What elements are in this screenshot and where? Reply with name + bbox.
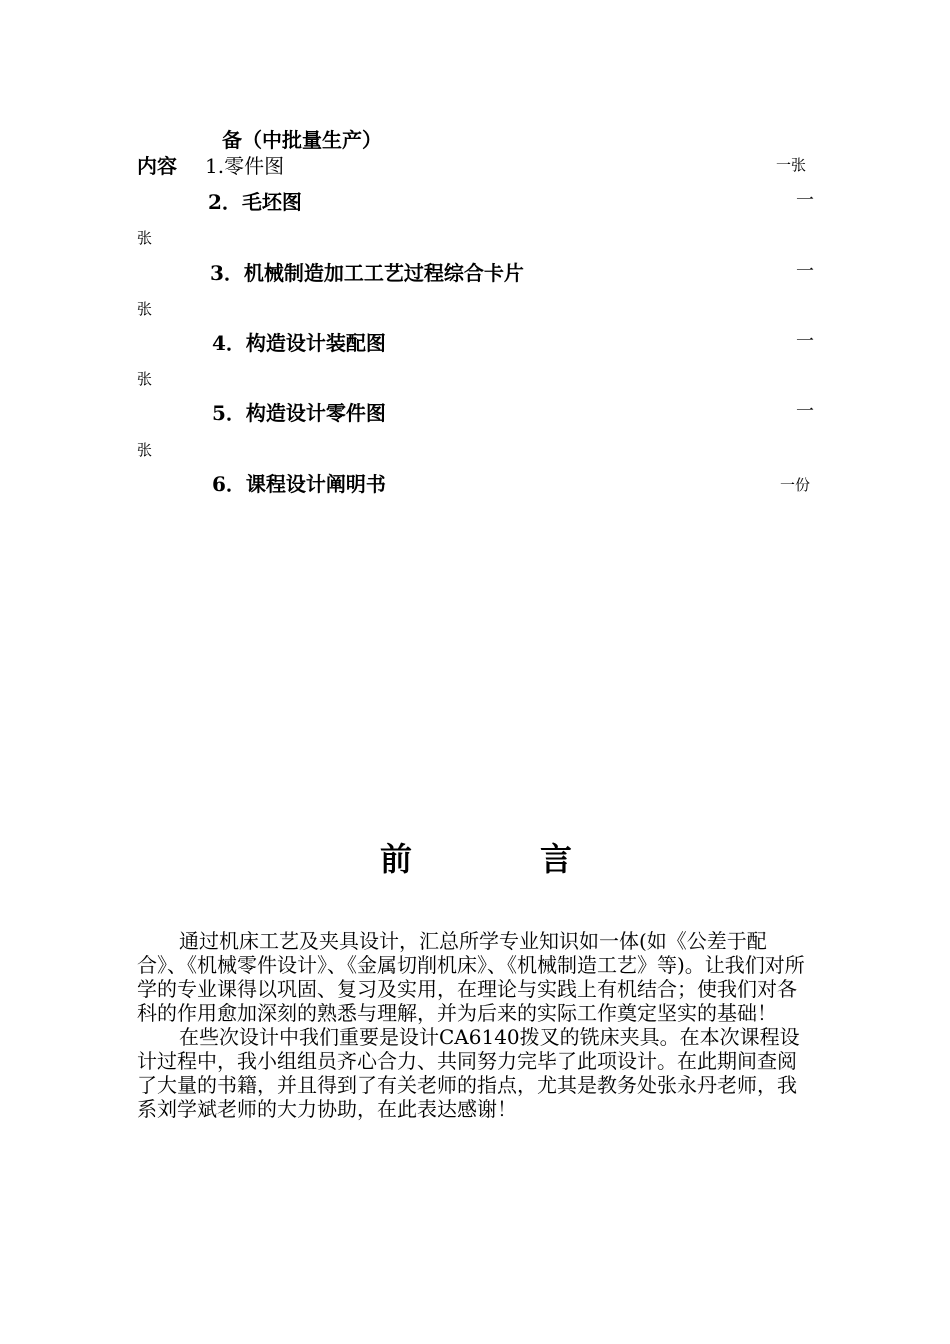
contents-item-qty: 一 bbox=[796, 261, 814, 282]
preface-body bbox=[137, 929, 810, 1121]
contents-item-label: 4．构造设计装配图 bbox=[212, 331, 386, 355]
contents-label: 内容 bbox=[137, 154, 177, 178]
preface-title-right: 言 bbox=[540, 840, 573, 878]
contents-item-label: 3．机械制造加工工艺过程综合卡片 bbox=[210, 261, 524, 285]
contents-item-qty: 一 bbox=[796, 331, 814, 352]
preface-title-left: 前 bbox=[380, 840, 413, 878]
contents-item-label: 2．毛坯图 bbox=[208, 190, 302, 214]
contents-item-qty: 一张 bbox=[776, 156, 807, 174]
contents-item-qty-wrap: 张 bbox=[137, 300, 153, 318]
contents-item-label: 6．课程设计阐明书 bbox=[212, 472, 386, 496]
contents-item-label: 1.零件图 bbox=[205, 154, 285, 178]
preface-paragraph: 通过机床工艺及夹具设计，汇总所学专业知识如一体(如《公差于配合》、《机械零件设计》、《金属切削机床》、《机械制造工艺》等)。让我们对所学的专业课得以巩固、复习及实用，在理论与实践上有机结合；使我们对各科的作用愈加深刻的熟悉与理解，并为后来的实际工作奠定坚实的基础！ bbox=[137, 929, 805, 1025]
contents-item-qty-wrap: 张 bbox=[137, 441, 153, 459]
contents-item-qty: 一 bbox=[796, 401, 814, 422]
contents-item-qty: 一 bbox=[796, 190, 814, 211]
contents-item-qty-wrap: 张 bbox=[137, 229, 153, 247]
preface-paragraph: 在些次设计中我们重要是设计CA6140拨叉的铣床夹具。在本次课程设计过程中，我小组组员齐心合力、共同努力完毕了此项设计。在此期间查阅了大量的书籍，并且得到了有关老师的指点，尤其是教务处张永丹老师，我系刘学斌老师的大力协助，在此表达感谢！ bbox=[137, 1025, 800, 1121]
contents-item-qty-wrap: 张 bbox=[137, 370, 153, 388]
contents-item-qty: 一份 bbox=[780, 476, 811, 494]
contents-item-label: 5．构造设计零件图 bbox=[212, 401, 386, 425]
production-type-line: 备（中批量生产） bbox=[222, 128, 382, 152]
